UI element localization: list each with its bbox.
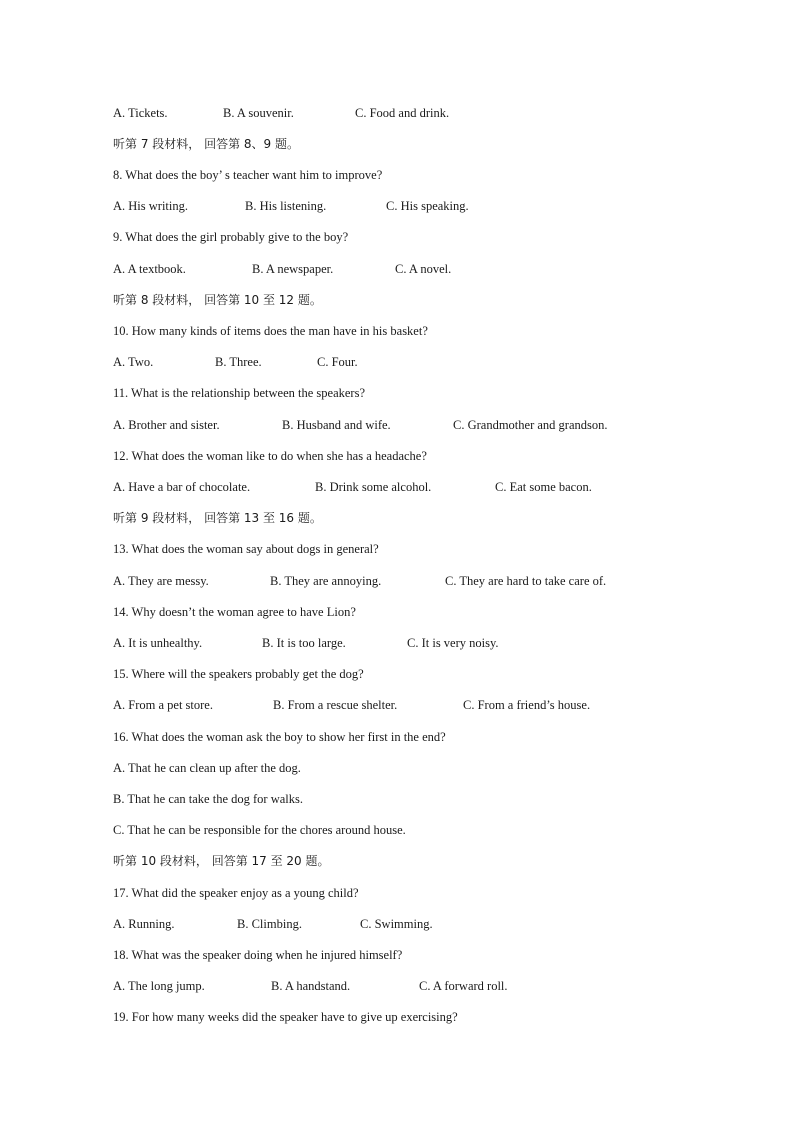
answer-option-c: C. It is very noisy. <box>407 636 499 650</box>
question-text: 12. What does the woman like to do when she has a headache? <box>113 449 427 463</box>
answer-option-line: A. That he can clean up after the dog. <box>113 761 301 775</box>
section-instruction: 听第 10 段材料， 回答第 17 至 20 题。 <box>113 854 330 868</box>
question-text: 14. Why doesn’t the woman agree to have Lion? <box>113 605 356 619</box>
answer-option-c: C. Eat some bacon. <box>495 480 592 494</box>
question-text: 9. What does the girl probably give to the boy? <box>113 230 349 244</box>
answer-option-a: A. It is unhealthy. <box>113 636 203 650</box>
answer-options-row <box>113 697 673 713</box>
answer-options-row <box>113 479 673 495</box>
answer-options-row <box>113 635 673 651</box>
answer-option-b: B. From a rescue shelter. <box>273 698 398 712</box>
answer-options-row <box>113 978 673 994</box>
answer-option-a: A. Running. <box>113 917 175 931</box>
answer-options-row <box>113 105 673 121</box>
answer-option-c: C. Swimming. <box>360 917 433 931</box>
answer-option-c: C. Food and drink. <box>355 106 450 120</box>
answer-option-c: C. Grandmother and grandson. <box>453 418 608 432</box>
question-text: 10. How many kinds of items does the man have in his basket? <box>113 324 428 338</box>
question-text: 18. What was the speaker doing when he injured himself? <box>113 948 403 962</box>
answer-options-row <box>113 354 673 370</box>
answer-option-a: A. From a pet store. <box>113 698 213 712</box>
answer-option-a: A. His writing. <box>113 199 188 213</box>
answer-option-c: C. Four. <box>317 355 358 369</box>
section-instruction: 听第 9 段材料， 回答第 13 至 16 题。 <box>113 511 322 525</box>
answer-option-b: B. A souvenir. <box>223 106 294 120</box>
section-instruction: 听第 7 段材料， 回答第 8、9 题。 <box>113 137 299 151</box>
answer-option-c: C. His speaking. <box>386 199 469 213</box>
answer-option-c: C. From a friend’s house. <box>463 698 591 712</box>
answer-option-a: A. Brother and sister. <box>113 418 220 432</box>
answer-options-row <box>113 916 673 932</box>
answer-options-row <box>113 417 673 433</box>
answer-option-b: B. His listening. <box>245 199 327 213</box>
answer-option-c: C. A forward roll. <box>419 979 508 993</box>
answer-options-row <box>113 198 673 214</box>
answer-option-b: B. Drink some alcohol. <box>315 480 432 494</box>
answer-option-b: B. Husband and wife. <box>282 418 391 432</box>
answer-option-a: A. Tickets. <box>113 106 168 120</box>
answer-option-b: B. Three. <box>215 355 262 369</box>
answer-option-a: A. Two. <box>113 355 154 369</box>
question-text: 16. What does the woman ask the boy to show her first in the end? <box>113 730 446 744</box>
question-text: 15. Where will the speakers probably get the dog? <box>113 667 364 681</box>
answer-option-a: A. They are messy. <box>113 574 209 588</box>
question-text: 8. What does the boy’ s teacher want him to improve? <box>113 168 383 182</box>
question-text: 19. For how many weeks did the speaker have to give up exercising? <box>113 1010 458 1024</box>
question-text: 17. What did the speaker enjoy as a young child? <box>113 886 359 900</box>
answer-option-b: B. A handstand. <box>271 979 351 993</box>
answer-option-c: C. A novel. <box>395 262 452 276</box>
answer-option-b: B. Climbing. <box>237 917 302 931</box>
answer-options-row <box>113 261 673 277</box>
answer-option-a: A. The long jump. <box>113 979 205 993</box>
answer-option-a: A. Have a bar of chocolate. <box>113 480 251 494</box>
answer-option-a: A. A textbook. <box>113 262 186 276</box>
answer-option-b: B. A newspaper. <box>252 262 334 276</box>
question-text: 13. What does the woman say about dogs in general? <box>113 542 379 556</box>
answer-option-c: C. They are hard to take care of. <box>445 574 607 588</box>
question-text: 11. What is the relationship between the speakers? <box>113 386 366 400</box>
section-instruction: 听第 8 段材料， 回答第 10 至 12 题。 <box>113 293 322 307</box>
answer-options-row <box>113 573 673 589</box>
answer-option-line: C. That he can be responsible for the chores around house. <box>113 823 406 837</box>
answer-option-line: B. That he can take the dog for walks. <box>113 792 303 806</box>
answer-option-b: B. It is too large. <box>262 636 346 650</box>
answer-option-b: B. They are annoying. <box>270 574 382 588</box>
